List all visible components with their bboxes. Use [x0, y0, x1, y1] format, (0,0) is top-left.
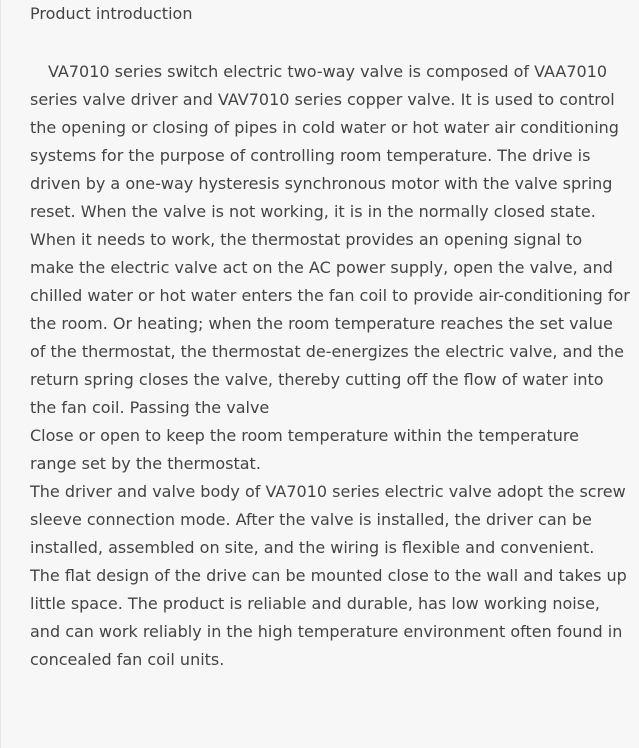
- paragraph-connection: The driver and valve body of VA7010 series electric valve adopt the screw sleeve connection mode. After the valve is installed, the driver can be installed, assembled on site, and the wiring is flexible and convenient.: [30, 482, 626, 557]
- paragraph-temperature-control: Close or open to keep the room temperature within the temperature range set by the thermostat.: [30, 426, 579, 473]
- document-title: Product introduction: [30, 4, 193, 23]
- paragraph-design: The flat design of the drive can be mounted close to the wall and takes up little space. The product is reliable and durable, has low working noise, and can work reliably in the high temperature environment often found in concealed fan coil units.: [30, 566, 627, 669]
- document-body: [30, 58, 630, 674]
- paragraph-overview: VA7010 series switch electric two-way valve is composed of VAA7010 series valve driver and VAV7010 series copper valve. It is used to control the opening or closing of pipes in cold water or hot water air conditioning systems for the purpose of controlling room temperature. The drive is driven by a one-way hysteresis synchronous motor with the valve spring reset. When the valve is not working, it is in the normally closed state. When it needs to work, the thermostat provides an opening signal to make the electric valve act on the AC power supply, open the valve, and chilled water or hot water enters the fan coil to provide air-conditioning for the room. Or heating; when the room temperature reaches the set value of the thermostat, the thermostat de-energizes the electric valve, and the return spring closes the valve, thereby cutting off the flow of water into the fan coil. Passing the valve: [30, 62, 630, 417]
